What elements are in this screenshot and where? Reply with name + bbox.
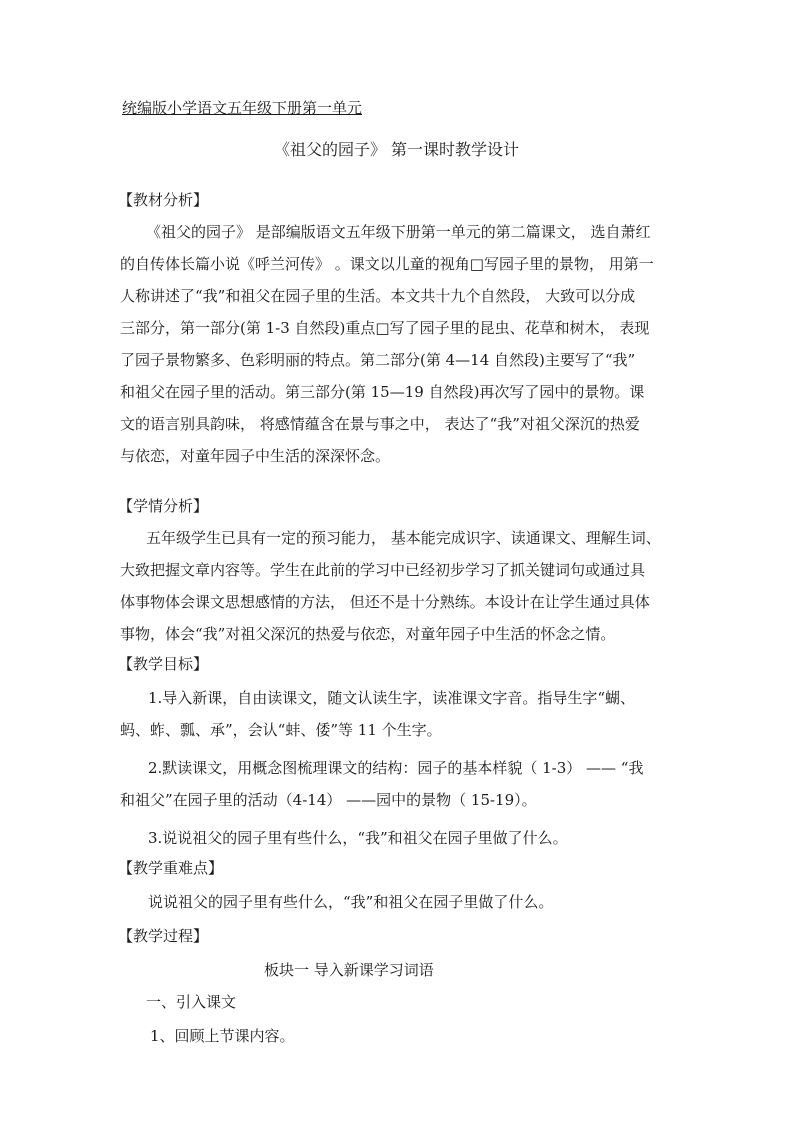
section-heading-process: 【教学过程】	[118, 927, 209, 945]
section-heading-objectives: 【教学目标】	[118, 655, 209, 673]
step-item: 1、回顾上节课内容。	[150, 1027, 295, 1045]
document-header: 统编版小学语文五年级下册第一单元	[122, 99, 363, 117]
section-heading-textbook-analysis: 【教材分析】	[118, 191, 209, 209]
page-title: 《祖父的园子》 第一课时教学设计	[273, 140, 520, 159]
paragraph-line: 体事物体会课文思想感情的方法， 但还不是十分熟练。本设计在让学生通过具体	[120, 593, 650, 611]
subheading: 一、引入课文	[146, 993, 237, 1011]
block-title: 板块一 导入新课学习词语	[264, 961, 434, 979]
objective-item-1-line: 蚂、蚱、瓢、承”，会认“蚌、倭”等 11 个生字。	[120, 721, 442, 739]
paragraph-line: 大致把握文章内容等。学生在此前的学习中已经初步学习了抓关键词句或通过具	[120, 561, 646, 579]
section-heading-student-analysis: 【学情分析】	[118, 497, 209, 515]
paragraph-line: 了园子景物繁多、色彩明丽的特点。第二部分(第 4—14 自然段)主要写了“我”	[120, 351, 636, 369]
paragraph-line: 文的语言别具韵味， 将感情蕴含在景与事之中， 表达了“我”对祖父深沉的热爱	[120, 415, 640, 433]
objective-item-2-line: 2.默读课文，用概念图梳理课文的结构：园子的基本样貌（ 1-3） —— “我	[148, 759, 644, 777]
key-points-text: 说说祖父的园子里有些什么，“我”和祖父在园子里做了什么。	[148, 893, 554, 911]
paragraph-line: 三部分，第一部分(第 1-3 自然段)重点□写了园子里的昆虫、花草和树木， 表现	[120, 319, 650, 337]
objective-item-1-line: 1.导入新课，自由读课文，随文认读生字，读准课文字音。指导生字“蝴、	[148, 689, 635, 707]
objective-item-2-line: 和祖父”在园子里的活动（4-14） ——园中的景物（ 15-19）。	[120, 791, 537, 809]
paragraph-line: 与依恋，对童年园子中生活的深深怀念。	[120, 447, 391, 465]
paragraph-line: 事物，体会“我”对祖父深沉的热爱与依恋，对童年园子中生活的怀念之情。	[120, 625, 616, 643]
paragraph-line: 《祖父的园子》 是部编版语文五年级下册第一单元的第二篇课文， 选自萧红	[146, 223, 651, 241]
paragraph-line: 人称讲述了“我”和祖父在园子里的生活。本文共十九个自然段， 大致可以分成	[120, 287, 636, 305]
section-heading-key-points: 【教学重难点】	[118, 859, 224, 877]
paragraph-line: 的自传体长篇小说《呼兰河传》 。课文以儿童的视角□写园子里的景物， 用第一	[120, 255, 654, 273]
paragraph-line: 和祖父在园子里的活动。第三部分(第 15—19 自然段)再次写了园中的景物。课	[120, 383, 645, 401]
paragraph-line: 五年级学生已具有一定的预习能力， 基本能完成识字、读通课文、理解生词、	[146, 529, 661, 547]
objective-item-3-line: 3.说说祖父的园子里有些什么，“我”和祖父在园子里做了什么。	[148, 829, 568, 847]
